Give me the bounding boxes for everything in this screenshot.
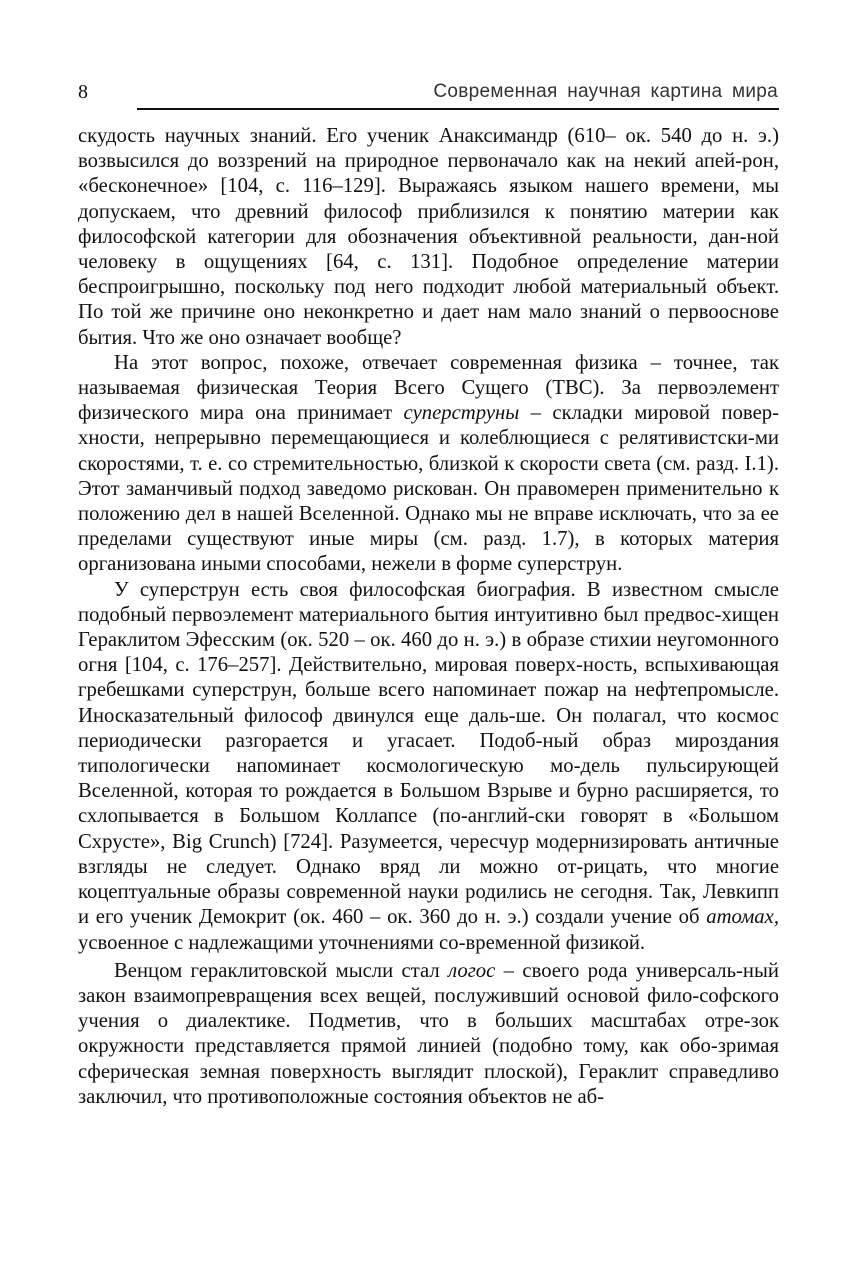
page-number: 8 <box>78 81 88 103</box>
running-title: Современная научная картина мира <box>433 81 778 102</box>
paragraph-4 <box>78 959 779 1110</box>
paragraph-1-text: скудость научных знаний. Его ученик Анаксимандр (610– ок. 540 до н. э.) возвысился до воззрений на природное первоначало как на некий апей-рон, «бесконечное» [104, с. 116–129]. Выражаясь языком нашего времени, мы допускаем, что древний философ приблизился к понятию материи как философской категории для обозначения объективной реальности, дан-ной человеку в ощущениях [64, с. 131]. Подобное определение материи беспроигрышно, поскольку под него подходит любой материальный объект. По той же причине оно неконкретно и дает нам мало знаний о первооснове бытия. Что же оно означает вообще? <box>78 125 779 349</box>
paragraph-2-text-a: На этот вопрос, похоже, отвечает современная физика – точнее, так называемая физическая Теория Всего Сущего (ТВС). За первоэлемент физического мира она принимает <box>78 351 779 425</box>
paragraph-2 <box>78 351 779 578</box>
paragraph-1 <box>78 124 779 351</box>
paragraph-3 <box>78 578 779 956</box>
term-logos: логос <box>448 959 496 982</box>
paragraph-2-text-b: – складки мировой повер-хности, непрерывно перемещающиеся и колеблющиеся с релятивистски-ми скоростями, т. е. со стремительностью, близкой к скорости света (см. разд. I.1). Этот заманчивый подход заведомо рискован. Он правомерен применительно к положению дел в нашей Вселенной. Однако мы не вправе исключать, что за ее пределами существуют иные миры (см. разд. 1.7), в которых материя организована иными способами, нежели в форме суперструн. <box>78 402 779 576</box>
paragraph-4-text-b: – своего рода универсаль-ный закон взаимопревращения всех вещей, послуживший основой фило-софского учения о диалектике. Подметив, что в больших масштабах отре-зок окружности представляется прямой линией (подобно тому, как обо-зримая сферическая земная поверхность выглядит плоской), Гераклит справедливо заключил, что противоположные состояния объектов не аб- <box>78 959 779 1108</box>
body-text <box>78 124 779 1110</box>
term-atoms: атомах, <box>706 906 779 929</box>
paragraph-4-text-a: Венцом гераклитовской мысли стал <box>114 959 449 982</box>
term-superstrings: суперструны <box>403 402 520 425</box>
header-rule <box>137 108 779 110</box>
paragraph-3-text-b: усвоенное с надлежащими уточнениями со-временной физикой. <box>78 931 646 954</box>
paragraph-3-text-a: У суперструн есть своя философская биография. В известном смысле подобный первоэлемент материального бытия интуитивно был предвос-хищен Гераклитом Эфесским (ок. 520 – ок. 460 до н. э.) в образе стихии неугомонного огня [104, с. 176–257]. Действительно, мировая поверх-ность, вспыхивающая гребешками суперструн, больше всего напоминает пожар на нефтепромысле. Иносказательный философ двинулся еще даль-ше. Он полагал, что космос периодически разгорается и угасает. Подоб-ный образ мироздания типологически напоминает космологическую мо-дель пульсирующей Вселенной, которая то рождается в Большом Взрыве и бурно расширяется, то схлопывается в Большом Коллапсе (по-англий-ски говорят в «Большом Схрусте», Big Crunch) [724]. Разумеется, чересчур модернизировать античные взгляды не следует. Однако вряд ли можно от-рицать, что многие коцептуальные образы современной науки родились не сегодня. Так, Левкипп и его ученик Демокрит (ок. 460 – ок. 360 до н. э.) создали учение об <box>78 578 779 929</box>
